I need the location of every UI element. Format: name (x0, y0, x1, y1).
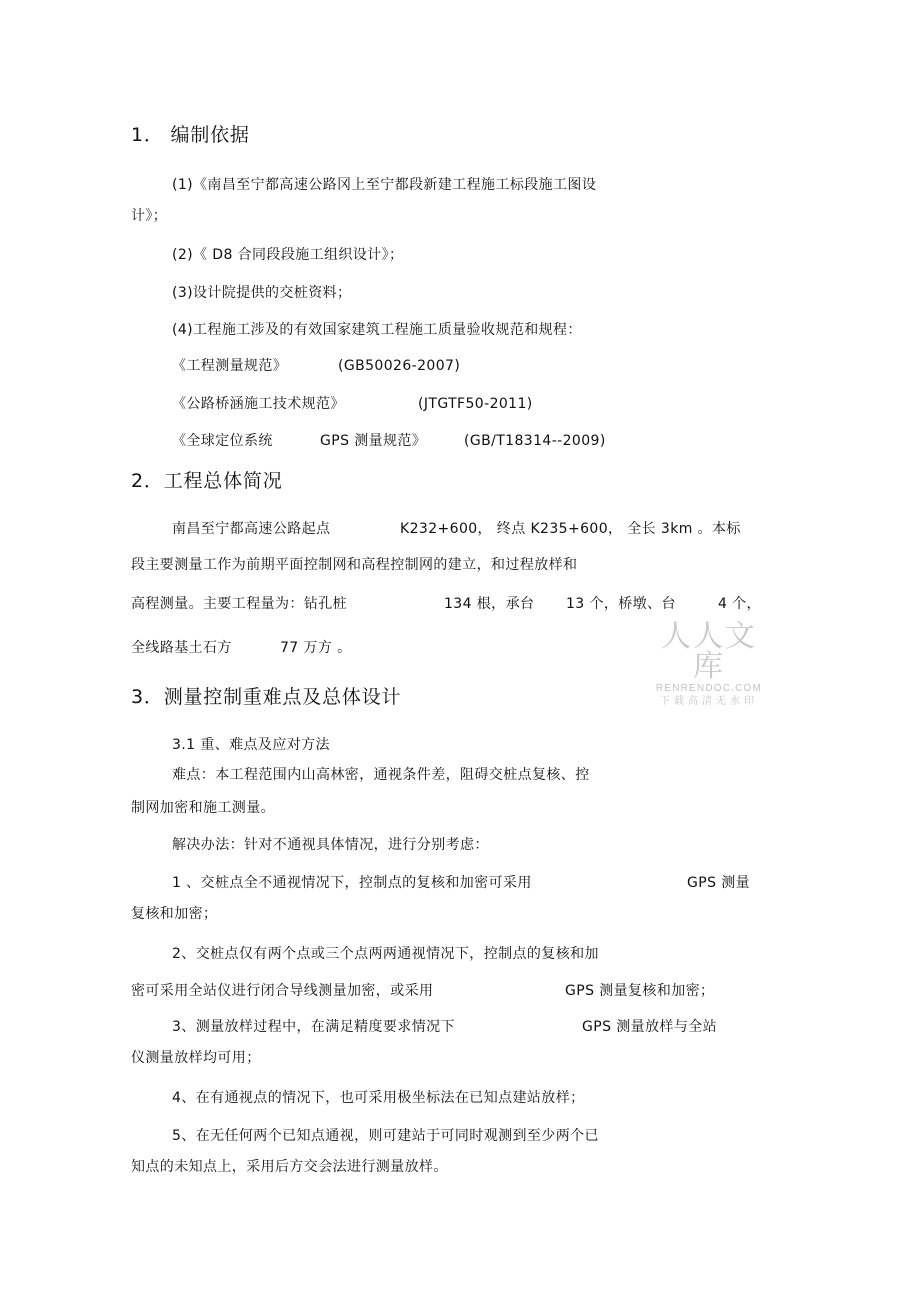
para-line: (2)《 D8 合同段段施工组织设计》； (172, 247, 404, 263)
para-line: 复核和加密； (131, 906, 218, 922)
para-line: 4、在有通视点的情况下，也可采用极坐标法在已知点建站放样； (172, 1090, 585, 1106)
standard-code: (JTGTF50-2011) (418, 396, 533, 412)
subsection-heading: 3.1 重、难点及应对方法 (172, 737, 330, 753)
para-line: GPS 测量 (687, 875, 751, 891)
para-line: 2、交桩点仅有两个点或三个点两两通视情况下，控制点的复核和加 (172, 946, 599, 962)
para-line: 段主要测量工作为前期平面控制网和高程控制网的建立，和过程放样和 (131, 557, 578, 573)
para-line: 计》； (131, 208, 168, 224)
para-line: 难点：本工程范围内山高林密，通视条件差，阻碍交桩点复核、控 (172, 767, 590, 783)
para-line: 4 个， (718, 596, 761, 612)
para-line: 高程测量。主要工程量为：钻孔桩 (131, 596, 347, 612)
para-line: GPS 测量放样与全站 (582, 1019, 718, 1035)
section-1-heading: 1． 编制依据 (131, 124, 250, 146)
para-line: 知点的未知点上，采用后方交会法进行测量放样。 (131, 1159, 448, 1175)
para-line: 南昌至宁都高速公路起点 (172, 521, 331, 537)
watermark (646, 619, 772, 707)
para-line: 77 万方 。 (280, 640, 352, 656)
para-line: GPS 测量复核和加密； (565, 983, 715, 999)
watermark-logo-text: 人人文库 (661, 619, 757, 684)
para-line: 134 根，承台 (444, 596, 535, 612)
para-line: (1)《南昌至宁都高速公路冈上至宁都段新建工程施工标段施工图设 (172, 177, 597, 193)
standard-code: (GB/T18314--2009) (464, 433, 606, 449)
para-line: 13 个，桥墩、台 (566, 596, 676, 612)
section-2-heading: 2．工程总体简况 (131, 470, 283, 492)
standard-name: 《全球定位系统 (172, 433, 273, 449)
para-line: (3)设计院提供的交桩资料； (172, 285, 352, 301)
para-line: 5、在无任何两个已知点通视，则可建站于可同时观测到至少两个已 (172, 1128, 599, 1144)
para-line: 密可采用全站仪进行闭合导线测量加密，或采用 (131, 983, 434, 999)
section-3-heading: 3．测量控制重难点及总体设计 (131, 686, 402, 708)
para-line: 全线路基土石方 (131, 640, 232, 656)
para-line: 仪测量放样均可用； (131, 1050, 261, 1066)
watermark-tagline: 下载高清无水印 (660, 696, 758, 707)
para-line: 制网加密和施工测量。 (131, 800, 275, 816)
standard-name: GPS 测量规范》 (320, 433, 427, 449)
para-line: 1 、交桩点全不通视情况下，控制点的复核和加密可采用 (172, 875, 532, 891)
para-line: 3、测量放样过程中，在满足精度要求情况下 (172, 1019, 455, 1035)
standard-name: 《公路桥涵施工技术规范》 (172, 396, 345, 412)
standard-code: (GB50026-2007) (338, 358, 461, 374)
para-line: K232+600， 终点 K235+600， 全长 3km 。本标 (400, 521, 741, 537)
watermark-site: RENRENDOC.COM (655, 683, 763, 694)
standard-name: 《工程测量规范》 (172, 358, 288, 374)
para-line: 解决办法：针对不通视具体情况，进行分别考虑： (172, 837, 489, 853)
para-line: (4)工程施工涉及的有效国家建筑工程施工质量验收规范和规程： (172, 322, 582, 338)
